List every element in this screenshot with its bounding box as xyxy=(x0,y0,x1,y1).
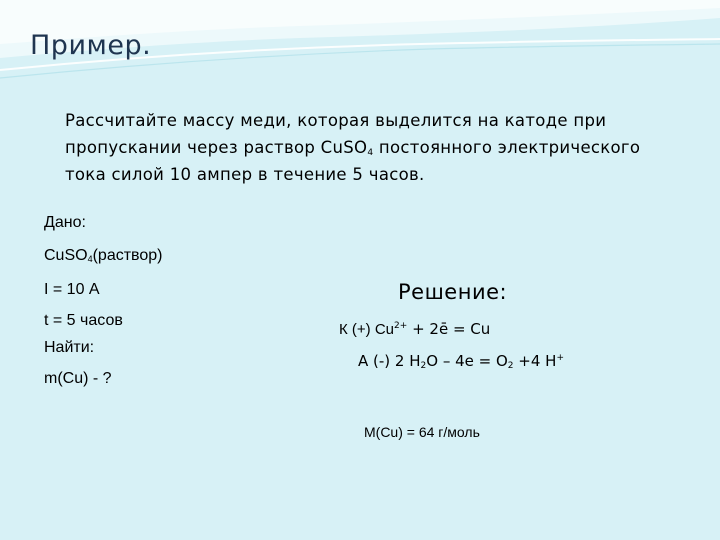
slide-title: Пример. xyxy=(30,30,152,61)
given-solution: CuSO$_4$(раствор) xyxy=(44,247,163,264)
cathode-reaction: К (+) $Cu^{2+}$ + 2ē = Cu xyxy=(339,320,491,338)
given-current: I = 10 А xyxy=(44,281,100,298)
given-time: t = 5 часов xyxy=(44,312,123,329)
anode-reaction: А (-) 2 $Н_2О - 4е = О_2 +4$ Н+ xyxy=(358,352,564,371)
find-value: m(Cu) - ? xyxy=(44,370,112,387)
task-text: Рассчитайте массу меди, которая выделится на катоде при пропускании через раствор CuSO$_4$ постоянного электрического тока силой 10 ампер в течение 5 часов. xyxy=(65,111,641,184)
solution-heading: Решение: xyxy=(398,280,508,304)
find-heading: Найти: xyxy=(44,339,95,356)
molar-mass: M(Cu) = 64 г/моль xyxy=(364,424,480,440)
given-heading: Дано: xyxy=(44,214,86,231)
